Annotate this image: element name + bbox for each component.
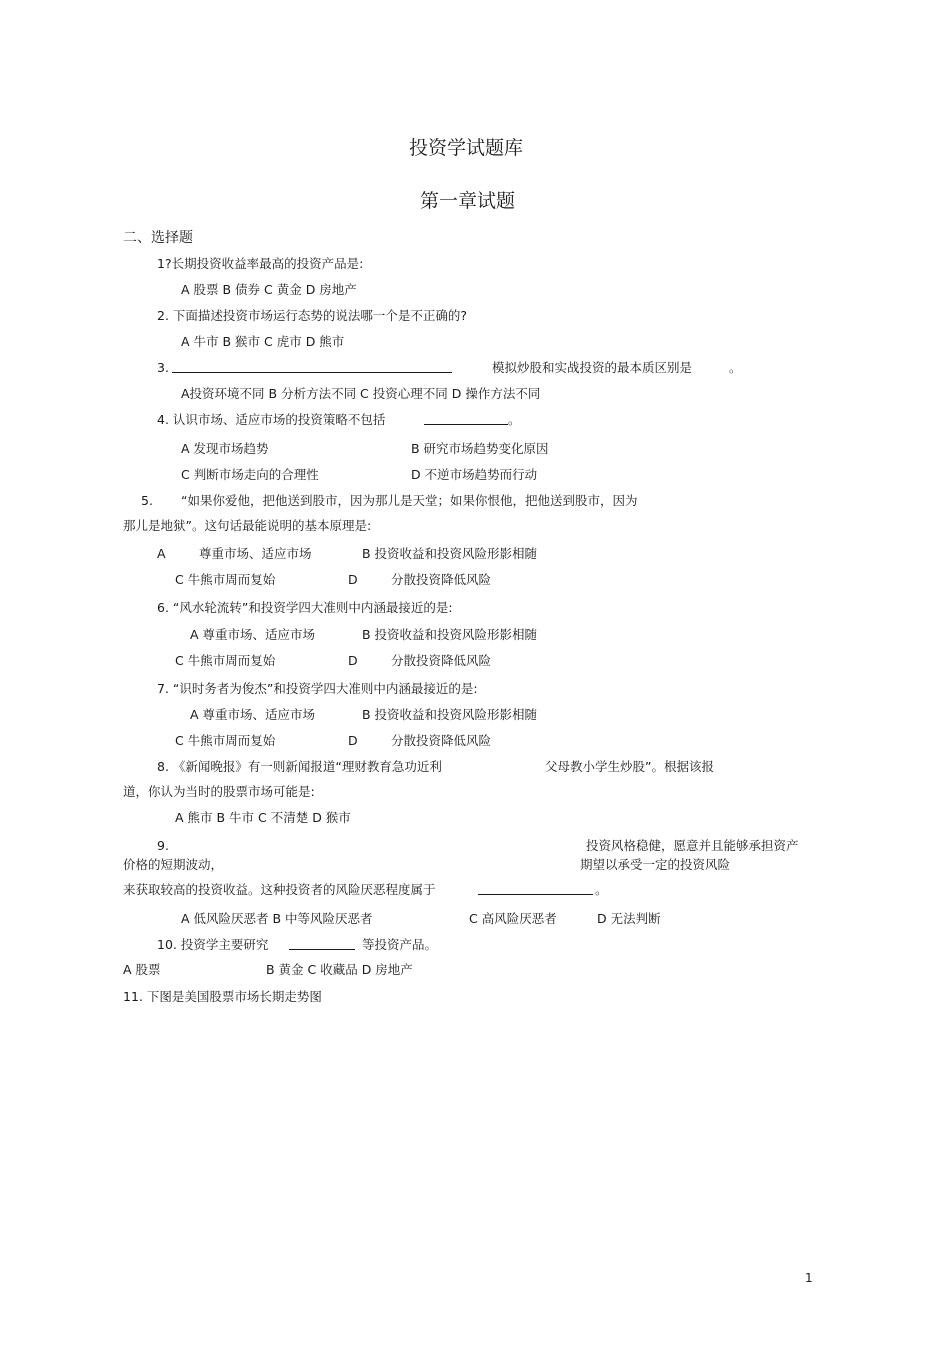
question-5-option-b: B 投资收益和投资风险形影相随: [362, 546, 538, 561]
question-3-options: A投资环境不同 B 分析方法不同 C 投资心理不同 D 操作方法不同: [181, 386, 541, 401]
question-8-line2: 道，你认为当时的股票市场可能是:: [123, 784, 315, 799]
section-heading: 二、选择题: [123, 230, 193, 246]
question-10-option-a: A 股票: [123, 962, 161, 977]
question-4-option-c: C 判断市场走向的合理性: [181, 467, 319, 482]
question-6-option-c: C 牛熊市周而复始: [175, 653, 276, 668]
question-4-option-b: B 研究市场趋势变化原因: [411, 441, 549, 456]
question-11-stem: 11. 下图是美国股票市场长期走势图: [123, 989, 322, 1004]
question-3-end: 。: [729, 360, 742, 375]
question-4-blank: [424, 412, 508, 425]
question-5-option-d-text: 分散投资降低风险: [391, 572, 492, 587]
question-4-option-a: A 发现市场趋势: [181, 441, 269, 456]
question-6-stem: 6. “风水轮流转”和投资学四大准则中内涵最接近的是:: [157, 600, 453, 615]
question-3-number: 3.: [157, 360, 169, 375]
question-6-option-d-text: 分散投资降低风险: [391, 653, 492, 668]
question-5-line2: 那儿是地狱”。这句话最能说明的基本原理是:: [123, 518, 372, 533]
question-7-option-c: C 牛熊市周而复始: [175, 733, 276, 748]
question-9-option-c: C 高风险厌恶者: [469, 911, 557, 926]
question-9-option-d: D 无法判断: [597, 911, 661, 926]
page-number: 1: [805, 1271, 813, 1285]
question-1-stem: 1?长期投资收益率最高的投资产品是:: [157, 256, 364, 271]
question-8-options: A 熊市 B 牛市 C 不清楚 D 猴市: [175, 810, 351, 825]
question-8-line1-part2: 父母教小学生炒股”。根据该报: [545, 759, 714, 774]
question-6-option-a: A 尊重市场、适应市场: [190, 627, 316, 642]
question-9-line1: 投资风格稳健，愿意并且能够承担资产: [586, 838, 799, 853]
question-9-blank: [478, 882, 593, 895]
question-1-options: A 股票 B 债券 C 黄金 D 房地产: [181, 282, 357, 297]
question-7-option-a: A 尊重市场、适应市场: [190, 707, 316, 722]
question-2-options: A 牛市 B 猴市 C 虎市 D 熊市: [181, 334, 345, 349]
question-8-line1-part1: 8. 《新闻晚报》有一则新闻报道“理财教育急功近利: [157, 759, 442, 774]
question-10-end: 等投资产品。: [362, 937, 438, 952]
question-9-end: 。: [595, 882, 608, 897]
question-7-stem: 7. “识时务者为俊杰”和投资学四大准则中内涵最接近的是:: [157, 681, 478, 696]
question-6-option-b: B 投资收益和投资风险形影相随: [362, 627, 538, 642]
question-9-line2-right: 期望以承受一定的投资风险: [580, 857, 731, 872]
question-10-options-rest: B 黄金 C 收藏品 D 房地产: [266, 962, 413, 977]
question-5-option-c: C 牛熊市周而复始: [175, 572, 276, 587]
question-4-end: 。: [508, 412, 521, 427]
question-2-stem: 2. 下面描述投资市场运行态势的说法哪一个是不正确的?: [157, 308, 468, 323]
question-5-option-a-letter: A: [157, 546, 166, 561]
question-7-option-d-text: 分散投资降低风险: [391, 733, 492, 748]
question-3-blank: [172, 360, 452, 373]
question-5-number: 5.: [141, 493, 153, 508]
question-10-blank: [289, 937, 355, 950]
question-5-option-d-letter: D: [348, 572, 358, 587]
question-6-option-d-letter: D: [348, 653, 358, 668]
question-7-option-b: B 投资收益和投资风险形影相随: [362, 707, 538, 722]
chapter-title: 第一章试题: [420, 190, 516, 212]
question-4-stem: 4. 认识市场、适应市场的投资策略不包括: [157, 412, 386, 427]
question-10-stem: 10. 投资学主要研究: [157, 937, 269, 952]
question-7-option-d-letter: D: [348, 733, 358, 748]
question-9-line3: 来获取较高的投资收益。这种投资者的风险厌恶程度属于: [123, 882, 436, 897]
question-9-line2-left: 价格的短期波动，: [123, 857, 224, 872]
question-4-option-d: D 不逆市场趋势而行动: [411, 467, 538, 482]
document-title: 投资学试题库: [409, 137, 524, 159]
question-3-stem: 模拟炒股和实战投资的最本质区别是: [492, 360, 693, 375]
question-9-options-ab: A 低风险厌恶者 B 中等风险厌恶者: [181, 911, 373, 926]
question-5-option-a-text: 尊重市场、适应市场: [199, 546, 312, 561]
question-5-line1: “如果你爱他，把他送到股市，因为那儿是天堂；如果你恨他，把他送到股市，因为: [181, 493, 638, 508]
question-9-number: 9.: [157, 838, 169, 853]
